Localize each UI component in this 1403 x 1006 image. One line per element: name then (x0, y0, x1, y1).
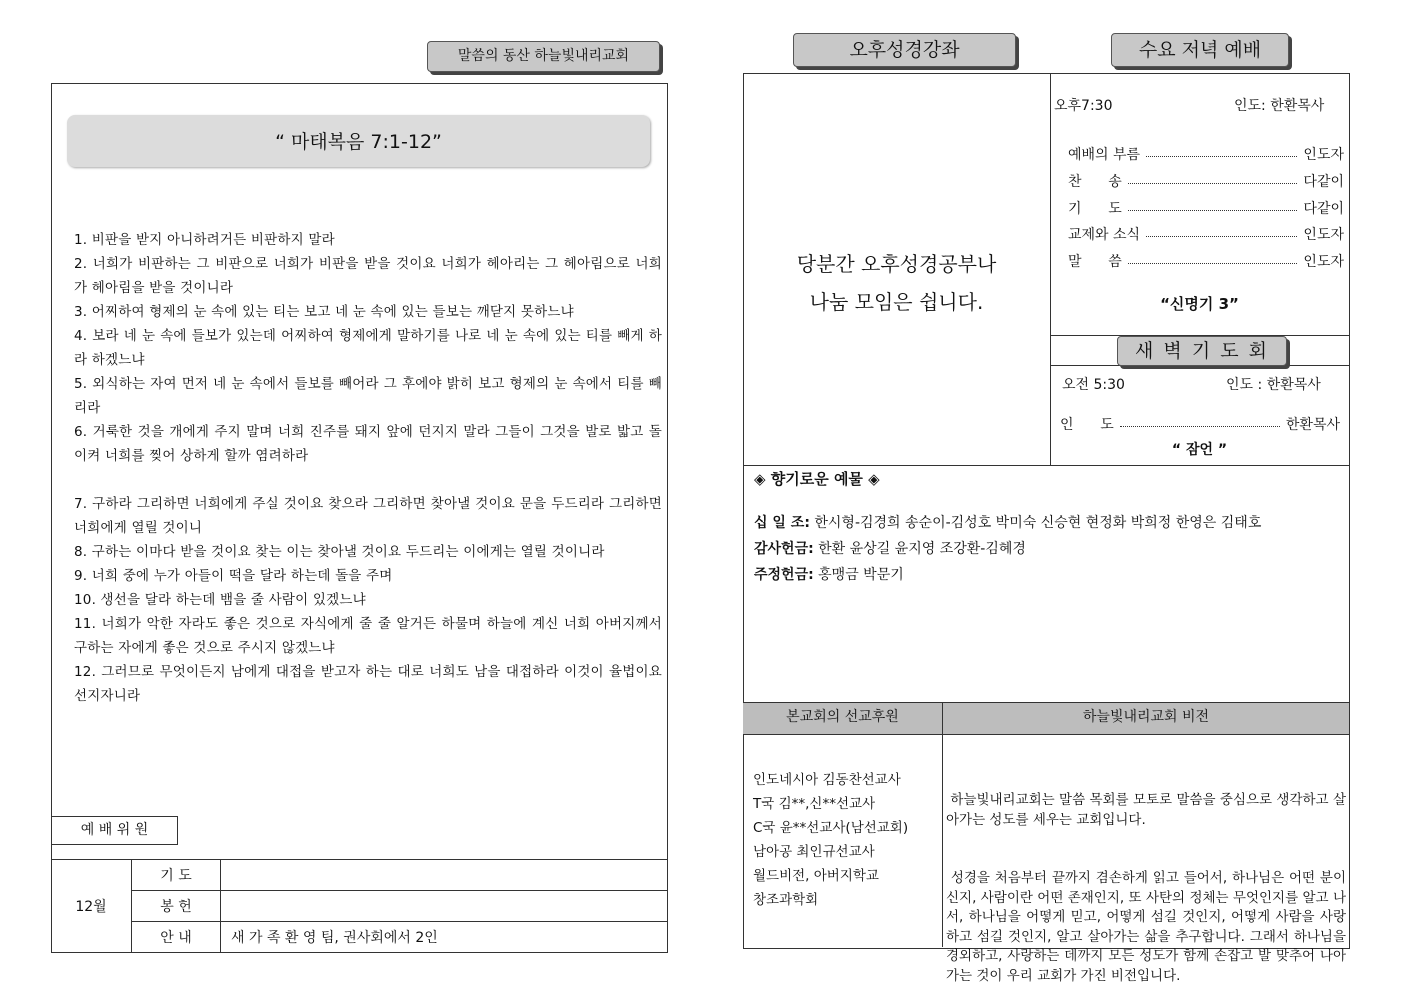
mission-item: T국 김**,신**선교사 (753, 796, 876, 812)
vision-para-2: 성경을 처음부터 끝까지 겸손하게 읽고 들어서, 하나님은 어떤 분이신지, 사람이란 어떤 존재인지, 또 사탄의 정체는 무엇인지를 알고 나서, 하나님을 어떻게 믿고, 어떻게 섬길 것인지, 어떻게 사람을 사랑하고 섬길 것인지, 알고 살아가는 삶을 추구합니다. 그래서 하나님을 경외하고, 사랑하는 데까지 모든 성도가 함께 손잡고 발 맞추어 나아가는 것이 우리 교회가 가진 비전입니다. (946, 870, 1351, 984)
committee-role: 기 도 (132, 860, 221, 891)
committee-role: 안 내 (132, 922, 221, 953)
verse-1: 1. 비판을 받지 아니하려거든 비판하지 말라 (74, 232, 335, 248)
order-item: 교제와 소식 (1068, 227, 1141, 243)
order-row (1068, 198, 1344, 218)
dawn-time: 오전 5:30 (1062, 377, 1125, 393)
weekly-names: 홍맹금 박문기 (818, 567, 904, 583)
committee-value (221, 891, 668, 922)
committee-title: 예 배 위 원 (51, 816, 178, 845)
offering-tithe (754, 510, 1344, 536)
verse-2: 2. 너희가 비판하는 그 비판으로 너희가 비판을 받을 것이요 너희가 헤아리는 그 헤아림으로 너희가 헤아림을 받을 것이니라 (74, 256, 662, 296)
dawn-order-row (1060, 414, 1340, 434)
mission-item: C국 윤**선교사(남선교회) (753, 820, 909, 836)
thanks-label: 감사헌금: (754, 541, 814, 557)
verse-4: 4. 보라 네 눈 속에 들보가 있는데 어찌하여 형제에게 말하기를 나로 네 눈 속에 있는 티를 빼게 하라 하겠느냐 (74, 328, 662, 368)
order-row (1068, 224, 1344, 244)
thanks-names: 한환 윤상길 윤지영 조강환-김혜경 (818, 541, 1026, 557)
dawn-order-item: 인 도 (1060, 417, 1114, 433)
mission-item: 월드비전, 아버지학교 (753, 868, 879, 884)
wednesday-sermon: “신명기 3” (1160, 295, 1239, 313)
verse-7: 7. 구하라 그리하면 너희에게 주실 것이요 찾으라 그리하면 찾아낼 것이요 문을 두드리라 그리하면 너희에게 열릴 것이니 (74, 496, 662, 536)
divider-v1 (1050, 73, 1051, 465)
dawn-sermon: “ 잠언 ” (1171, 442, 1228, 458)
order-item: 기 도 (1068, 201, 1122, 217)
committee-table (51, 859, 668, 953)
dawn-leader: 인도 : 한환목사 (1226, 377, 1321, 393)
order-who: 다같이 (1303, 201, 1344, 217)
offering-title: ◈ 향기로운 예물 ◈ (754, 470, 880, 488)
order-row (1068, 251, 1344, 271)
afternoon-header: 오후성경강좌 (793, 33, 1016, 67)
mission-item: 창조과학회 (753, 892, 819, 908)
missions-header: 본교회의 선교후원 (786, 709, 899, 725)
divider-v2 (942, 702, 943, 947)
notice-line-2: 나눔 모임은 쉽니다. (809, 290, 984, 314)
tithe-names: 한시형-김경희 송순이-김성호 박미숙 신승현 현정화 박희정 한영은 김태호 (814, 515, 1262, 531)
verse-6: 6. 거룩한 것을 개에게 주지 말며 너희 진주를 돼지 앞에 던지지 말라 그들이 그것을 발로 밟고 돌이켜 너희를 찢어 상하게 할까 염려하라 (74, 424, 662, 464)
offering-list (754, 510, 1344, 588)
offering-weekly (754, 562, 1344, 588)
wednesday-time: 오후7:30 (1054, 98, 1113, 114)
order-who: 다같이 (1303, 174, 1344, 190)
dawn-order-who: 한환목사 (1285, 417, 1340, 433)
missions-list (753, 768, 908, 912)
scripture-title: “ 마태복음 7:1-12” (275, 131, 442, 153)
order-row (1068, 171, 1344, 191)
committee-month: 12월 (51, 860, 132, 953)
wednesday-header: 수요 저녁 예배 (1111, 33, 1289, 67)
order-item: 말 씀 (1068, 254, 1122, 270)
verse-5: 5. 외식하는 자여 먼저 네 눈 속에서 들보를 빼어라 그 후에야 밝히 보고 형제의 눈 속에서 티를 빼리라 (74, 376, 662, 416)
vision-text (946, 752, 1351, 1006)
verse-11: 11. 너희가 악한 자라도 좋은 것으로 자식에게 줄 줄 알거든 하물며 하늘에 계신 너희 아버지께서 구하는 자에게 좋은 것으로 주시지 않겠느냐 (74, 616, 662, 656)
afternoon-notice (743, 245, 1050, 321)
verse-list (74, 228, 662, 708)
vision-para-1: 하늘빛내리교회는 말씀 목회를 모토로 말씀을 중심으로 생각하고 살아가는 성도를 세우는 교회입니다. (946, 792, 1346, 828)
order-item: 예배의 부름 (1068, 147, 1141, 163)
tithe-label: 십 일 조: (754, 515, 810, 531)
order-who: 인도자 (1303, 147, 1344, 163)
offering-thanks (754, 536, 1344, 562)
vision-header: 하늘빛내리교회 비전 (1082, 709, 1210, 725)
mission-item: 인도네시아 김동찬선교사 (753, 772, 901, 788)
verse-10: 10. 생선을 달라 하는데 뱀을 줄 사람이 있겠느냐 (74, 592, 366, 608)
order-who: 인도자 (1303, 254, 1344, 270)
verse-3: 3. 어찌하여 형제의 눈 속에 있는 티는 보고 네 눈 속에 있는 들보는 깨닫지 못하느냐 (74, 304, 574, 320)
divider-h-offering (743, 465, 1349, 466)
dawn-header: 새 벽 기 도 회 (1117, 336, 1287, 366)
mission-item: 남아공 최인규선교사 (753, 844, 875, 860)
church-tag: 말씀의 동산 하늘빛내리교회 (427, 41, 660, 72)
verse-9: 9. 너희 중에 누가 아들이 떡을 달라 하는데 돌을 주며 (74, 568, 393, 584)
notice-line-1: 당분간 오후성경공부나 (796, 252, 997, 276)
committee-value: 새 가 족 환 영 팀, 권사회에서 2인 (221, 922, 668, 953)
verse-8: 8. 구하는 이마다 받을 것이요 찾는 이는 찾아낼 것이요 두드리는 이에게는 열릴 것이니라 (74, 544, 605, 560)
wednesday-leader: 인도: 한환목사 (1234, 98, 1325, 114)
order-who: 인도자 (1303, 227, 1344, 243)
order-row (1068, 144, 1344, 164)
weekly-label: 주정헌금: (754, 567, 814, 583)
order-item: 찬 송 (1068, 174, 1122, 190)
committee-role: 봉 헌 (132, 891, 221, 922)
verse-12: 12. 그러므로 무엇이든지 남에게 대접을 받고자 하는 대로 너희도 남을 대접하라 이것이 율법이요 선지자니라 (74, 664, 662, 704)
committee-value (221, 860, 668, 891)
